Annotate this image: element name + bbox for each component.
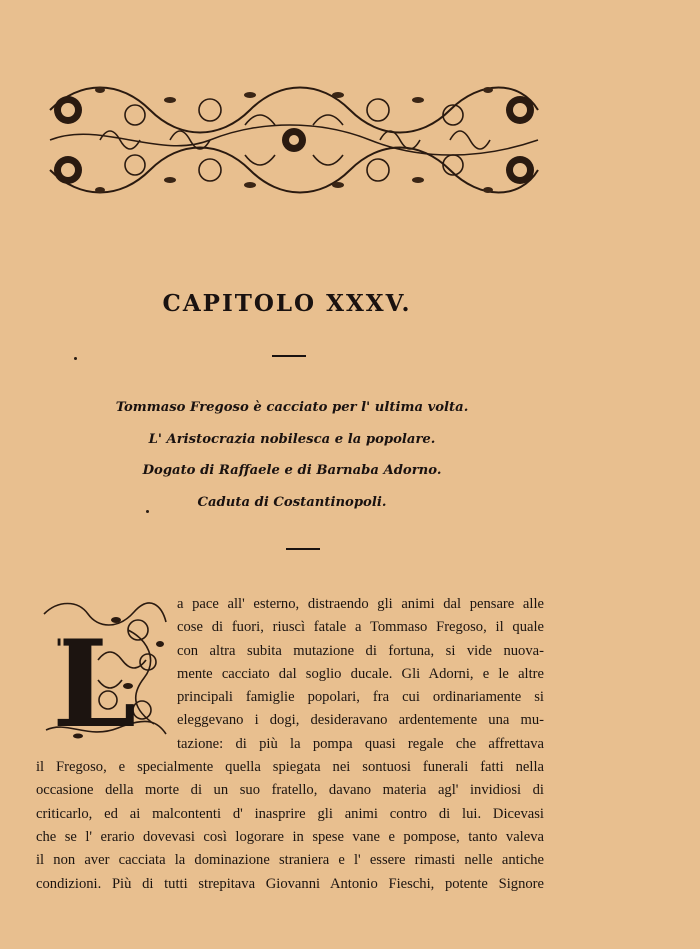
- text-line: tazione: di più la pompa quasi regale che affrettava: [177, 735, 544, 752]
- text-line: il Fregoso, e specialmente quella spiegata nei sontuosi funerali fatti nella: [36, 759, 544, 776]
- dropcap-letter: L: [52, 614, 137, 742]
- text-line: a pace all' esterno, distraendo gli animi dal pensare alle: [177, 596, 544, 612]
- divider-rule: [286, 548, 320, 550]
- text-line: che se l' erario dovevasi così logorare in spese vane e pompose, tanto valeva: [36, 828, 544, 845]
- chapter-title: CAPITOLO XXXV.: [162, 290, 412, 317]
- ink-speck: [74, 357, 77, 360]
- text-line: principali famiglie popolari, fra cui ordinariamente si: [177, 689, 544, 706]
- text-line: cose di fuori, riuscì fatale a Tommaso Fregoso, il quale: [177, 619, 544, 636]
- chapter-summary: [0, 392, 584, 518]
- text-line: il non aver cacciata la dominazione straniera e l' essere rimasti nelle antiche: [36, 852, 544, 869]
- divider-rule: [272, 355, 306, 357]
- text-line: con altra subita mutazione di fortuna, si vide nuova-: [177, 642, 544, 659]
- text-line: criticarlo, ed ai malcontenti d' inasprire gli animi contro di lui. Dicevasi: [36, 805, 544, 822]
- ink-speck: [146, 510, 149, 513]
- text-line: eleggevano i dogi, desideravano ardentemente una mu-: [177, 712, 544, 729]
- summary-line: L' Aristocrazia nobilesca e la popolare.: [148, 431, 436, 447]
- text-line: occasione della morte di un suo fratello, davano materia agl' invidiosi di: [36, 782, 544, 799]
- body-text: [36, 593, 544, 896]
- summary-line: Tommaso Fregoso è cacciato per l' ultima volta.: [115, 400, 469, 415]
- text-line: mente cacciato dal soglio ducale. Gli Adorni, e le altre: [177, 665, 544, 682]
- summary-line: Dogato di Raffaele e di Barnaba Adorno.: [142, 463, 442, 478]
- text-line: condizioni. Più di tutti strepitava Giovanni Antonio Fieschi, potente Signore: [36, 875, 544, 892]
- summary-line: Caduta di Costantinopoli.: [197, 494, 387, 510]
- floral-ornament-icon: [40, 70, 548, 210]
